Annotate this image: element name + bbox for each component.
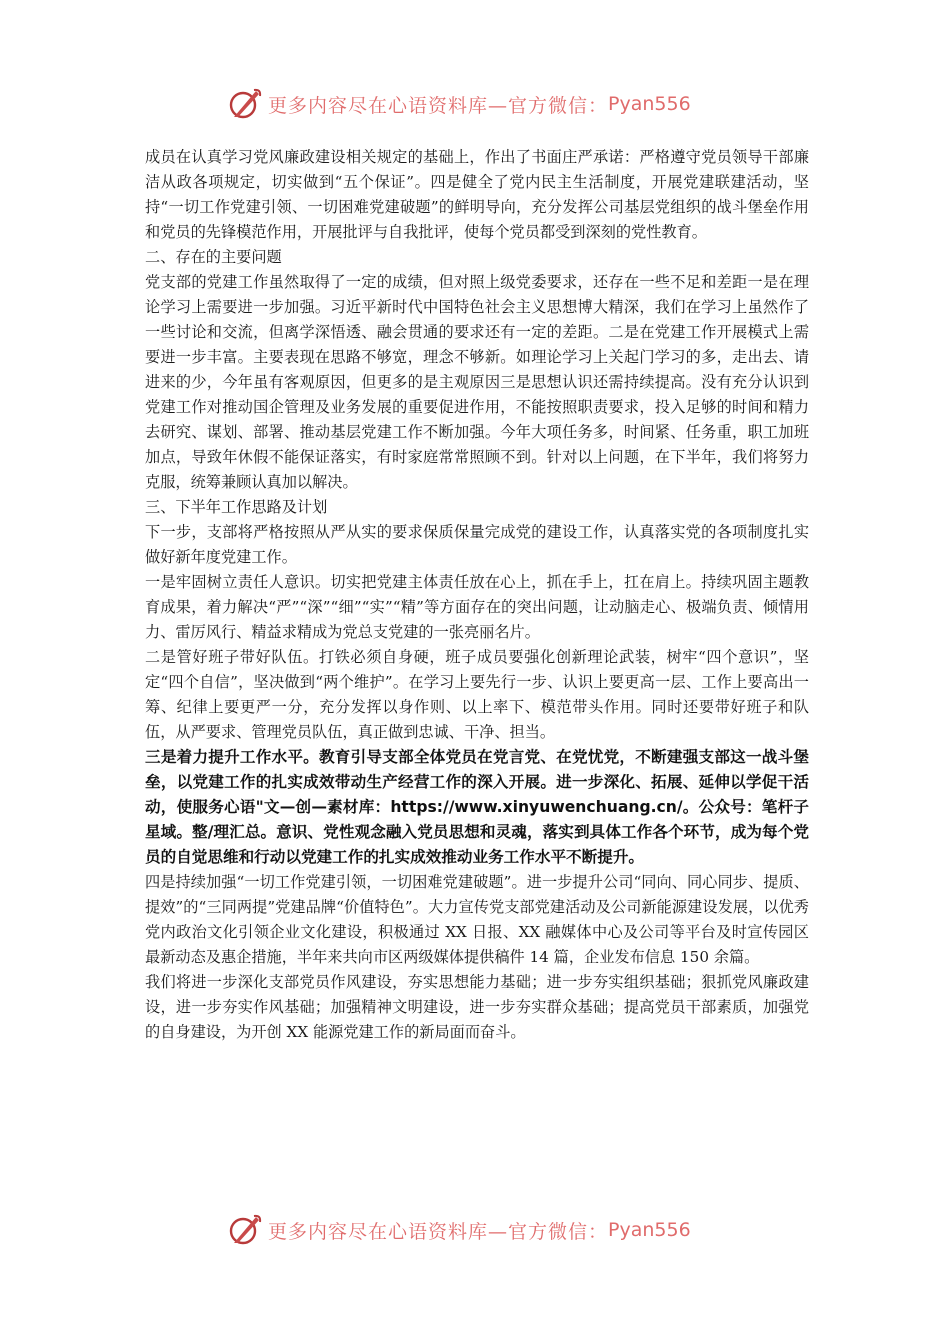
document-body (145, 145, 809, 1045)
header-watermark-banner (228, 84, 691, 124)
quill-logo-icon (228, 1213, 262, 1247)
paragraph: 成员在认真学习党风廉政建设相关规定的基础上，作出了书面庄严承诺：严格遵守党员领导干部廉洁从政各项规定，切实做到“五个保证”。四是健全了党内民主生活制度，开展党建联建活动，坚持“一切工作党建引领、一切困难党建破题”的鲜明导向，充分发挥公司基层党组织的战斗堡垒作用和党员的先锋模范作用，开展批评与自我批评，使每个党员都受到深刻的党性教育。 (145, 148, 809, 241)
paragraph: 党支部的党建工作虽然取得了一定的成绩，但对照上级党委要求，还存在一些不足和差距一是在理论学习上需要进一步加强。习近平新时代中国特色社会主义思想博大精深，我们在学习上虽然作了一些讨论和交流，但离学深悟透、融会贯通的要求还有一定的差距。二是在党建工作开展模式上需要进一步丰富。主要表现在思路不够宽，理念不够新。如理论学习上关起门学习的多，走出去、请进来的少，今年虽有客观原因，但更多的是主观原因三是思想认识还需持续提高。没有充分认识到党建工作对推动国企管理及业务发展的重要促进作用，不能按照职责要求，投入足够的时间和精力去研究、谋划、部署、推动基层党建工作不断加强。今年大项任务多，时间紧、任务重，职工加班加点，导致年休假不能保证落实，有时家庭常常照顾不到。针对以上问题，在下半年，我们将努力克服，统筹兼顾认真加以解决。 (145, 273, 809, 491)
footer-watermark-banner (228, 1210, 691, 1250)
section-heading: 三、下半年工作思路及计划 (145, 498, 328, 516)
paragraph: 我们将进一步深化支部党员作风建设，夯实思想能力基础；进一步夯实组织基础；狠抓党风廉政建设，进一步夯实作风基础；加强精神文明建设，进一步夯实群众基础；提高党员干部素质，加强党的自身建设，为开创 XX 能源党建工作的新局面而奋斗。 (145, 973, 809, 1041)
banner-brand: Pyan556 (608, 93, 691, 115)
paragraph: 一是牢固树立责任人意识。切实把党建主体责任放在心上，抓在手上，扛在肩上。持续巩固主题教育成果，着力解决“严”“深”“细”“实”“精”等方面存在的突出问题，让动脑走心、极端负责、倾情用力、雷厉风行、精益求精成为党总支党建的一张亮丽名片。 (145, 573, 809, 641)
banner-text: 更多内容尽在心语资料库—官方微信： (268, 94, 609, 117)
paragraph: 下一步，支部将严格按照从严从实的要求保质保量完成党的建设工作，认真落实党的各项制度扎实做好新年度党建工作。 (145, 523, 809, 566)
banner-text: 更多内容尽在心语资料库—官方微信： (268, 1220, 609, 1243)
bold-paragraph: 三是着力提升工作水平。教育引导支部全体党员在党言党、在党忧党，不断建强支部这一战斗堡垒，以党建工作的扎实成效带动生产经营工作的深入开展。进一步深化、拓展、延伸以学促干活动，使服务心语"文—创—素材库：https://www.xinyuwenchuang.cn/。公众号：笔杆子星域。整/理汇总。意识、党性观念融入党员思想和灵魂，落实到具体工作各个环节，成为每个党员的自觉思维和行动以党建工作的扎实成效推动业务工作水平不断提升。 (145, 748, 809, 866)
paragraph: 二是管好班子带好队伍。打铁必须自身硬，班子成员要强化创新理论武装，树牢“四个意识”，坚定“四个自信”，坚决做到“两个维护”。在学习上要先行一步、认识上要更高一层、工作上要高出一筹、纪律上要更严一分，充分发挥以身作则、以上率下、模范带头作用。同时还要带好班子和队伍，从严要求、管理党员队伍，真正做到忠诚、干净、担当。 (145, 648, 809, 741)
section-heading: 二、存在的主要问题 (145, 248, 282, 266)
quill-logo-icon (228, 87, 262, 121)
banner-brand: Pyan556 (608, 1219, 691, 1241)
paragraph: 四是持续加强“一切工作党建引领，一切困难党建破题”。进一步提升公司“同向、同心同步、提质、提效”的“三同两提”党建品牌“价值特色”。大力宣传党支部党建活动及公司新能源建设发展，以优秀党内政治文化引领企业文化建设，积极通过 XX 日报、XX 融媒体中心及公司等平台及时宣传园区最新动态及惠企措施，半年来共向市区两级媒体提供稿件 14 篇，企业发布信息 150 余篇。 (145, 873, 809, 966)
